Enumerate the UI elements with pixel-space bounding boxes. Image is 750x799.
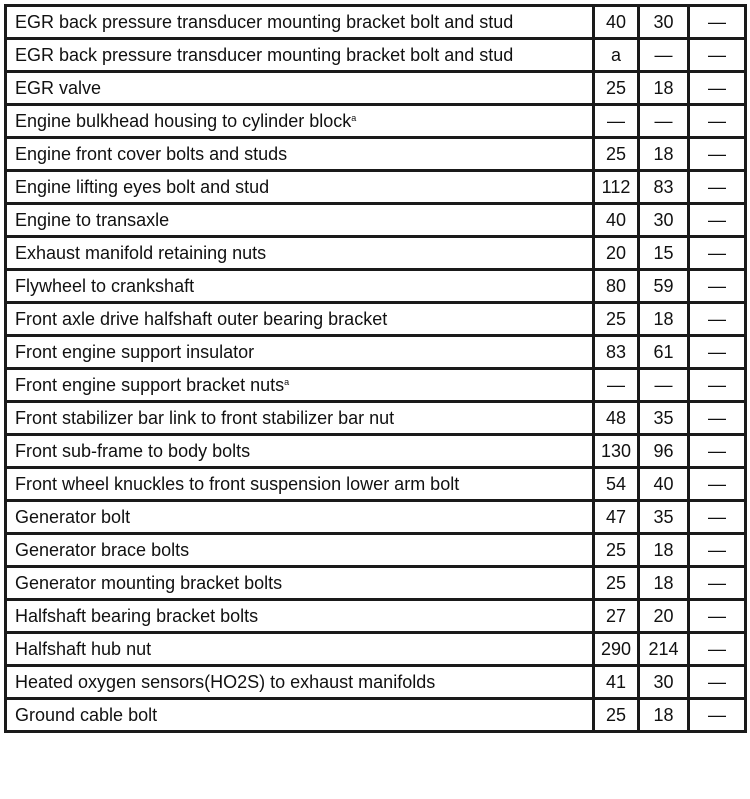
table-row — [6, 105, 746, 138]
torque-lbin-cell: — — [689, 138, 746, 171]
torque-lbft-cell: 18 — [639, 567, 689, 600]
component-description: Halfshaft hub nut — [15, 638, 152, 659]
component-description: Heated oxygen sensors(HO2S) to exhaust manifolds — [15, 671, 436, 692]
torque-lbft-cell: 40 — [639, 468, 689, 501]
torque-lbin-cell: — — [689, 402, 746, 435]
torque-nm-cell: 25 — [594, 567, 639, 600]
table-row — [6, 600, 746, 633]
torque-lbft-cell: 35 — [639, 501, 689, 534]
torque-nm-cell: 40 — [594, 204, 639, 237]
table-row — [6, 138, 746, 171]
torque-lbft-cell: 18 — [639, 303, 689, 336]
component-description-cell — [6, 270, 594, 303]
table-row — [6, 666, 746, 699]
component-description: EGR back pressure transducer mounting bracket bolt and stud — [15, 11, 514, 32]
torque-lbft-cell: — — [639, 105, 689, 138]
torque-lbin-cell: — — [689, 534, 746, 567]
table-row — [6, 270, 746, 303]
torque-nm-cell: a — [594, 39, 639, 72]
table-row — [6, 534, 746, 567]
component-description: Front sub-frame to body bolts — [15, 440, 251, 461]
torque-lbft-cell: 30 — [639, 204, 689, 237]
component-description-cell — [6, 600, 594, 633]
table-row — [6, 6, 746, 39]
table-row — [6, 171, 746, 204]
table-row — [6, 303, 746, 336]
torque-nm-cell: 20 — [594, 237, 639, 270]
table-row — [6, 501, 746, 534]
torque-lbft-cell: 61 — [639, 336, 689, 369]
torque-lbin-cell: — — [689, 303, 746, 336]
torque-lbft-cell: 20 — [639, 600, 689, 633]
component-description: Generator brace bolts — [15, 539, 190, 560]
torque-lbin-cell: — — [689, 72, 746, 105]
torque-spec-table — [4, 4, 747, 733]
torque-nm-cell: 25 — [594, 303, 639, 336]
torque-nm-cell: 130 — [594, 435, 639, 468]
component-description: Engine to transaxle — [15, 209, 170, 230]
torque-lbin-cell: — — [689, 501, 746, 534]
component-description-cell — [6, 402, 594, 435]
table-row — [6, 633, 746, 666]
torque-nm-cell: 41 — [594, 666, 639, 699]
torque-spec-table-body — [6, 6, 746, 732]
torque-nm-cell: 25 — [594, 72, 639, 105]
torque-nm-cell: 27 — [594, 600, 639, 633]
torque-nm-cell: 25 — [594, 138, 639, 171]
component-description: Front engine support insulator — [15, 341, 255, 362]
torque-lbft-cell: 18 — [639, 138, 689, 171]
torque-nm-cell: 112 — [594, 171, 639, 204]
component-description: Halfshaft bearing bracket bolts — [15, 605, 259, 626]
torque-lbft-cell: 18 — [639, 699, 689, 732]
torque-nm-cell: 54 — [594, 468, 639, 501]
component-description-cell — [6, 666, 594, 699]
torque-nm-cell: 25 — [594, 534, 639, 567]
table-row — [6, 435, 746, 468]
component-description-cell — [6, 369, 594, 402]
table-row — [6, 402, 746, 435]
component-description: Front stabilizer bar link to front stabilizer bar nut — [15, 407, 395, 428]
table-row — [6, 204, 746, 237]
component-description-cell — [6, 6, 594, 39]
torque-nm-cell: 80 — [594, 270, 639, 303]
component-description: Ground cable bolt — [15, 704, 158, 725]
torque-lbin-cell: — — [689, 567, 746, 600]
torque-lbft-cell: — — [639, 369, 689, 402]
torque-lbft-cell: 96 — [639, 435, 689, 468]
component-description-cell — [6, 138, 594, 171]
table-row — [6, 699, 746, 732]
torque-nm-cell: — — [594, 369, 639, 402]
torque-lbin-cell: — — [689, 435, 746, 468]
table-row — [6, 336, 746, 369]
component-description-cell — [6, 204, 594, 237]
component-description-cell — [6, 567, 594, 600]
component-description: Generator mounting bracket bolts — [15, 572, 283, 593]
component-description-cell — [6, 501, 594, 534]
torque-nm-cell: 48 — [594, 402, 639, 435]
torque-lbft-cell: 30 — [639, 6, 689, 39]
torque-lbft-cell: 59 — [639, 270, 689, 303]
component-description: Exhaust manifold retaining nuts — [15, 242, 267, 263]
component-description-cell — [6, 72, 594, 105]
torque-lbft-cell: 18 — [639, 72, 689, 105]
table-row — [6, 369, 746, 402]
torque-lbin-cell: — — [689, 171, 746, 204]
torque-lbin-cell: — — [689, 699, 746, 732]
component-description-cell — [6, 303, 594, 336]
table-row — [6, 468, 746, 501]
torque-lbft-cell: 18 — [639, 534, 689, 567]
torque-lbin-cell: — — [689, 600, 746, 633]
footnote-marker: a — [284, 376, 290, 387]
component-description-cell — [6, 237, 594, 270]
component-description: Generator bolt — [15, 506, 131, 527]
torque-lbin-cell: — — [689, 666, 746, 699]
component-description-cell — [6, 171, 594, 204]
component-description-cell — [6, 336, 594, 369]
component-description: EGR valve — [15, 77, 102, 98]
torque-nm-cell: 25 — [594, 699, 639, 732]
component-description: Engine lifting eyes bolt and stud — [15, 176, 270, 197]
torque-lbin-cell: — — [689, 105, 746, 138]
torque-lbin-cell: — — [689, 204, 746, 237]
torque-lbin-cell: — — [689, 237, 746, 270]
footnote-marker: a — [351, 112, 357, 123]
torque-lbft-cell: — — [639, 39, 689, 72]
component-description: Front axle drive halfshaft outer bearing bracket — [15, 308, 388, 329]
component-description: Front wheel knuckles to front suspension lower arm bolt — [15, 473, 460, 494]
torque-lbin-cell: — — [689, 468, 746, 501]
component-description: Front engine support bracket nuts — [15, 374, 285, 395]
torque-lbin-cell: — — [689, 6, 746, 39]
torque-nm-cell: 47 — [594, 501, 639, 534]
torque-lbin-cell: — — [689, 633, 746, 666]
table-row — [6, 567, 746, 600]
torque-lbft-cell: 83 — [639, 171, 689, 204]
torque-nm-cell: 83 — [594, 336, 639, 369]
torque-lbin-cell: — — [689, 39, 746, 72]
table-row — [6, 72, 746, 105]
table-row — [6, 39, 746, 72]
component-description: Engine bulkhead housing to cylinder block — [15, 110, 352, 131]
component-description-cell — [6, 468, 594, 501]
component-description-cell — [6, 105, 594, 138]
torque-nm-cell: 40 — [594, 6, 639, 39]
torque-lbft-cell: 35 — [639, 402, 689, 435]
torque-lbin-cell: — — [689, 270, 746, 303]
torque-nm-cell: — — [594, 105, 639, 138]
torque-lbft-cell: 30 — [639, 666, 689, 699]
component-description: Flywheel to crankshaft — [15, 275, 195, 296]
torque-lbin-cell: — — [689, 369, 746, 402]
component-description: Engine front cover bolts and studs — [15, 143, 288, 164]
torque-lbft-cell: 15 — [639, 237, 689, 270]
torque-nm-cell: 290 — [594, 633, 639, 666]
component-description-cell — [6, 699, 594, 732]
component-description-cell — [6, 435, 594, 468]
table-row — [6, 237, 746, 270]
component-description-cell — [6, 534, 594, 567]
component-description-cell — [6, 39, 594, 72]
component-description: EGR back pressure transducer mounting bracket bolt and stud — [15, 44, 514, 65]
component-description-cell — [6, 633, 594, 666]
torque-lbin-cell: — — [689, 336, 746, 369]
torque-lbft-cell: 214 — [639, 633, 689, 666]
